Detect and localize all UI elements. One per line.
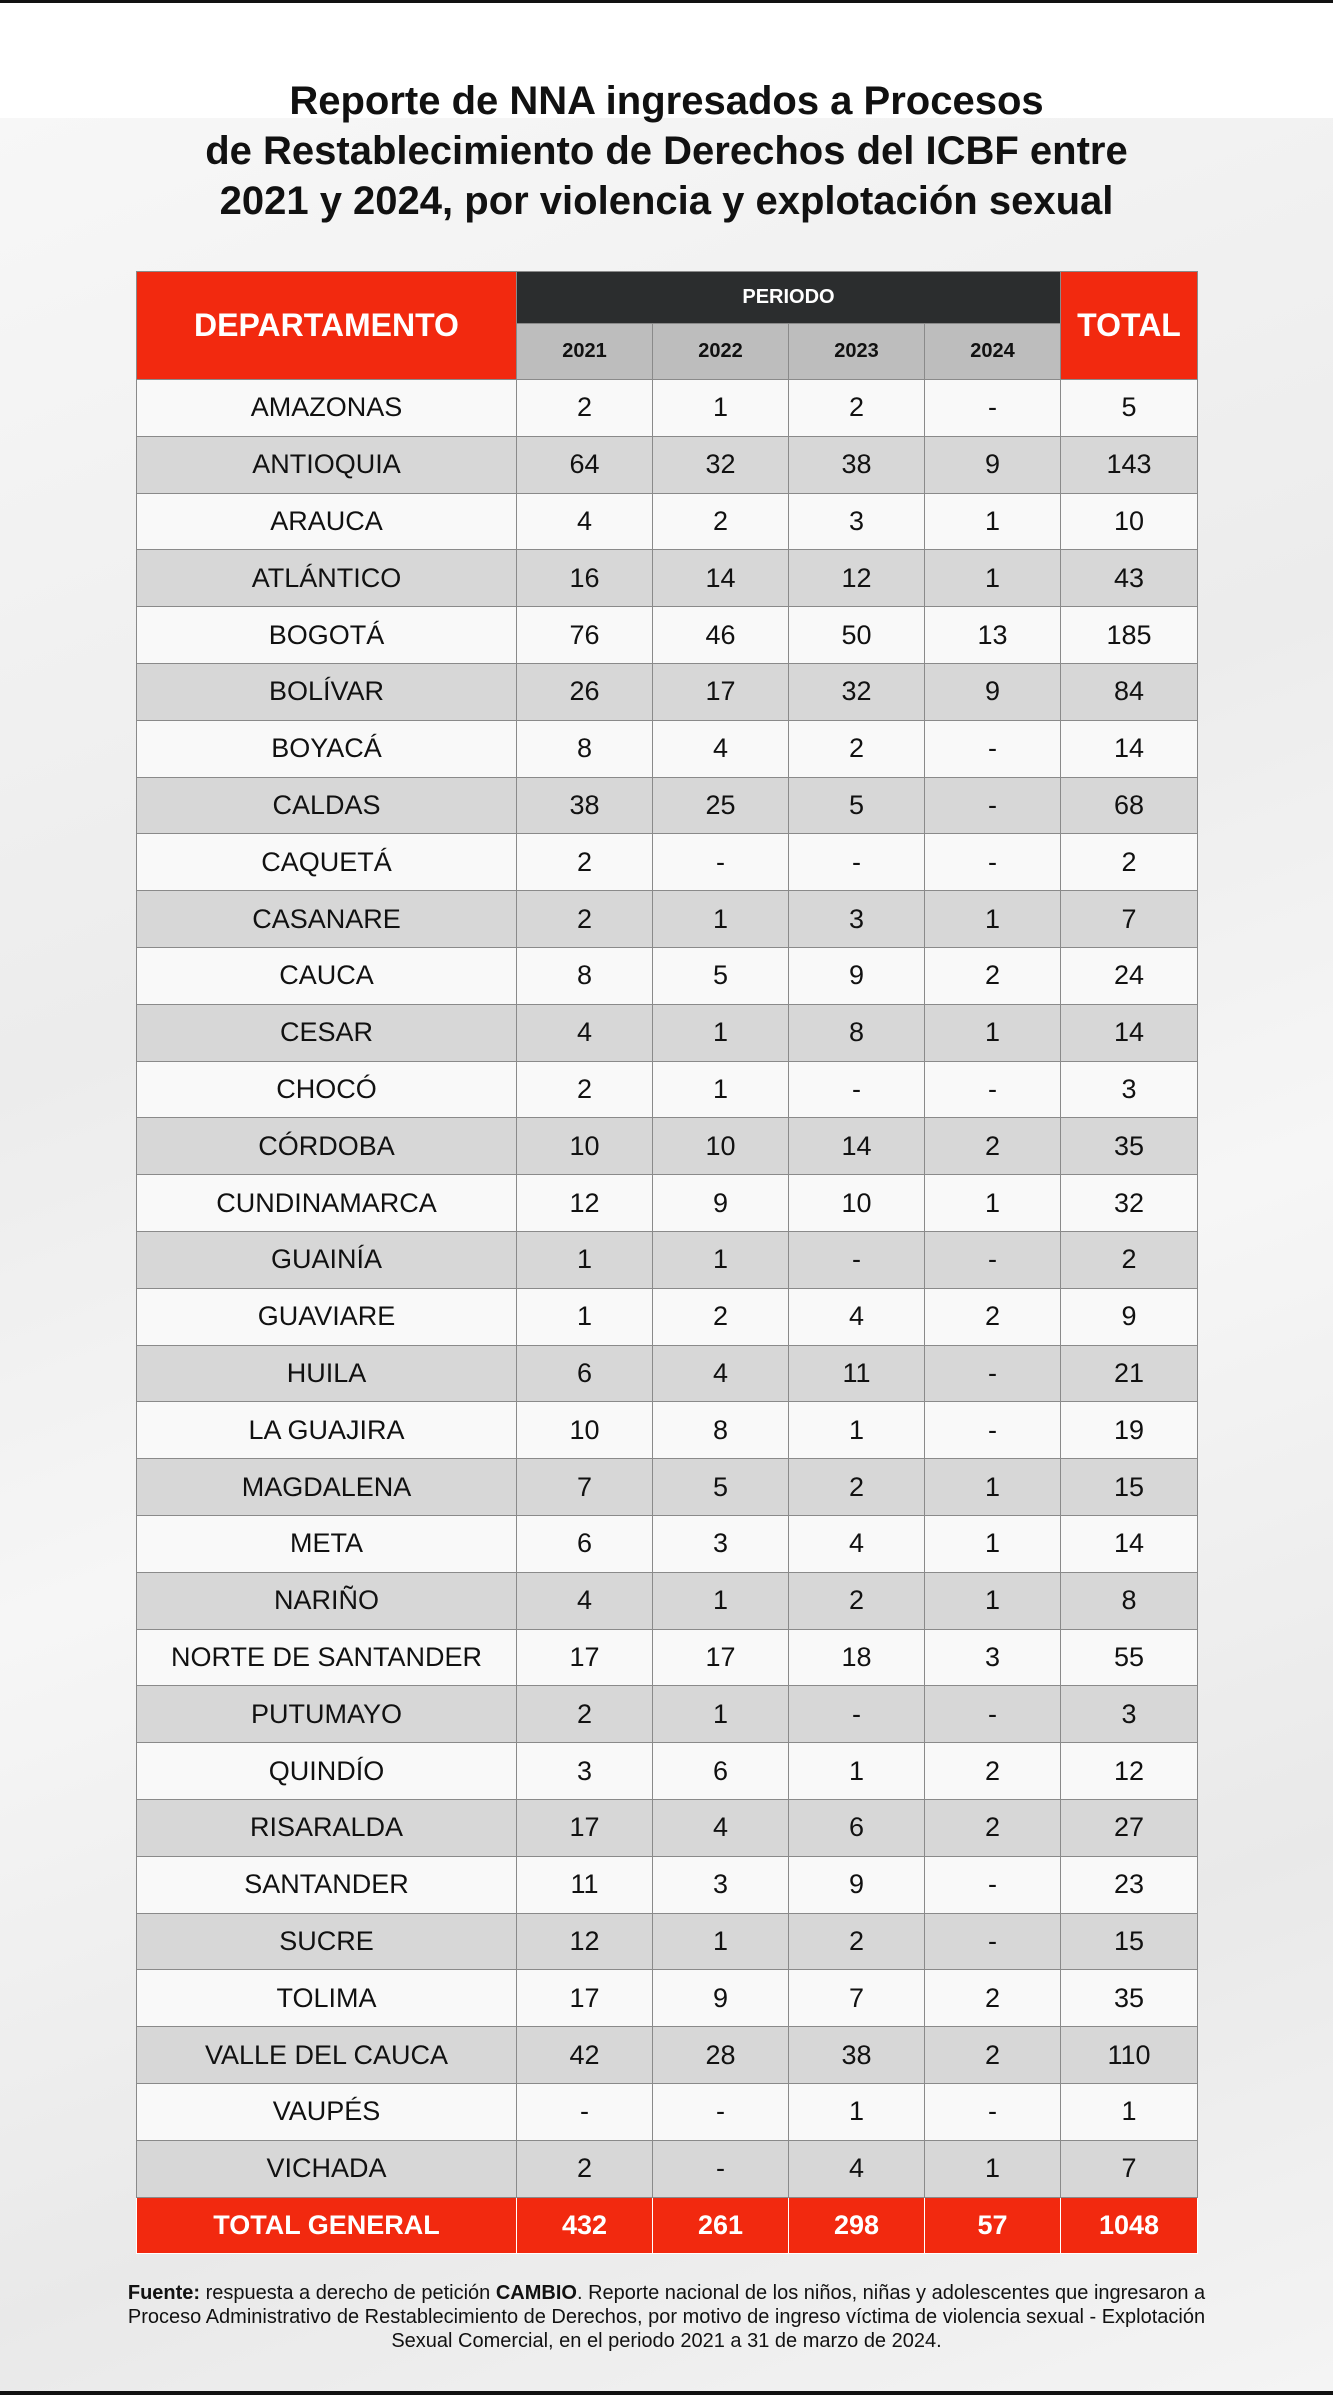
cell-2021: 3	[517, 1743, 653, 1800]
cell-2023: 2	[789, 1459, 925, 1516]
dept-cell: CHOCÓ	[137, 1061, 517, 1118]
cell-2024: -	[925, 720, 1061, 777]
cell-2023: 12	[789, 550, 925, 607]
dept-cell: BOGOTÁ	[137, 607, 517, 664]
table-row	[137, 1061, 1198, 1118]
cell-2023: 3	[789, 493, 925, 550]
cell-2024: 1	[925, 1004, 1061, 1061]
table-row	[137, 2027, 1198, 2084]
total-cell: 14	[1061, 720, 1198, 777]
table-row	[137, 2140, 1198, 2197]
cell-2023: 9	[789, 1856, 925, 1913]
dept-cell: GUAVIARE	[137, 1288, 517, 1345]
cell-2022: 8	[653, 1402, 789, 1459]
cell-2021: 7	[517, 1459, 653, 1516]
dept-cell: LA GUAJIRA	[137, 1402, 517, 1459]
dept-cell: ANTIOQUIA	[137, 436, 517, 493]
source-text-2: . Reporte nacional de los niños, niñas y adolescentes que ingresaron a Proceso Administrativo de Restablecimiento de Derechos, por motivo de ingreso víctima de violencia sexual - Explotación Sexual Comercial, en el periodo 2021 a 31 de marzo de 2024.	[127, 2282, 1206, 2352]
total-grand: 1048	[1061, 2197, 1198, 2253]
cell-2021: 1	[517, 1288, 653, 1345]
cell-2021: 2	[517, 1686, 653, 1743]
total-cell: 5	[1061, 380, 1198, 437]
total-cell: 43	[1061, 550, 1198, 607]
dept-cell: GUAINÍA	[137, 1231, 517, 1288]
cell-2023: 3	[789, 891, 925, 948]
cell-2024: 9	[925, 436, 1061, 493]
total-cell: 55	[1061, 1629, 1198, 1686]
total-2022: 261	[653, 2197, 789, 2253]
cell-2023: 11	[789, 1345, 925, 1402]
cell-2023: 7	[789, 1970, 925, 2027]
cell-2021: 12	[517, 1913, 653, 1970]
cell-2023: 10	[789, 1175, 925, 1232]
cell-2023: 4	[789, 1288, 925, 1345]
cell-2024: 1	[925, 550, 1061, 607]
cell-2022: 5	[653, 1459, 789, 1516]
cell-2024: -	[925, 1402, 1061, 1459]
dept-cell: AMAZONAS	[137, 380, 517, 437]
cell-2021: 1	[517, 1231, 653, 1288]
cell-2024: -	[925, 1231, 1061, 1288]
cell-2023: 4	[789, 2140, 925, 2197]
source-brand: CAMBIO	[495, 2282, 577, 2304]
total-cell: 27	[1061, 1799, 1198, 1856]
total-cell: 3	[1061, 1686, 1198, 1743]
table-row	[137, 1686, 1198, 1743]
cell-2024: 2	[925, 1118, 1061, 1175]
total-cell: 8	[1061, 1572, 1198, 1629]
dept-cell: QUINDÍO	[137, 1743, 517, 1800]
dept-cell: VALLE DEL CAUCA	[137, 2027, 517, 2084]
cell-2023: 14	[789, 1118, 925, 1175]
dept-cell: META	[137, 1515, 517, 1572]
table-row	[137, 720, 1198, 777]
table-row	[137, 1118, 1198, 1175]
table-row	[137, 436, 1198, 493]
cell-2022: 1	[653, 1004, 789, 1061]
dept-cell: CASANARE	[137, 891, 517, 948]
cell-2022: 1	[653, 380, 789, 437]
cell-2024: -	[925, 1061, 1061, 1118]
cell-2024: 2	[925, 1970, 1061, 2027]
cell-2022: 5	[653, 947, 789, 1004]
cell-2023: 1	[789, 2083, 925, 2140]
table-row	[137, 2083, 1198, 2140]
cell-2024: 1	[925, 1459, 1061, 1516]
cell-2021: 10	[517, 1402, 653, 1459]
total-cell: 14	[1061, 1004, 1198, 1061]
dept-cell: HUILA	[137, 1345, 517, 1402]
cell-2023: 6	[789, 1799, 925, 1856]
cell-2021: 42	[517, 2027, 653, 2084]
cell-2022: 3	[653, 1515, 789, 1572]
total-cell: 7	[1061, 2140, 1198, 2197]
cell-2024: -	[925, 1345, 1061, 1402]
table-row	[137, 1970, 1198, 2027]
cell-2022: 4	[653, 1799, 789, 1856]
cell-2022: 28	[653, 2027, 789, 2084]
dept-cell: VAUPÉS	[137, 2083, 517, 2140]
dept-cell: BOLÍVAR	[137, 663, 517, 720]
cell-2022: -	[653, 2140, 789, 2197]
table-row	[137, 380, 1198, 437]
cell-2024: 1	[925, 1515, 1061, 1572]
cell-2024: -	[925, 834, 1061, 891]
cell-2023: -	[789, 1231, 925, 1288]
table-row	[137, 1572, 1198, 1629]
total-cell: 2	[1061, 1231, 1198, 1288]
total-cell: 15	[1061, 1459, 1198, 1516]
dept-cell: NARIÑO	[137, 1572, 517, 1629]
title-line-1: Reporte de NNA ingresados a Procesos	[289, 79, 1044, 123]
cell-2023: 5	[789, 777, 925, 834]
total-2023: 298	[789, 2197, 925, 2253]
cell-2024: 2	[925, 947, 1061, 1004]
dept-cell: CAUCA	[137, 947, 517, 1004]
cell-2021: 2	[517, 2140, 653, 2197]
table-row	[137, 1629, 1198, 1686]
cell-2021: 4	[517, 1004, 653, 1061]
cell-2022: 10	[653, 1118, 789, 1175]
cell-2021: 6	[517, 1515, 653, 1572]
cell-2023: 38	[789, 436, 925, 493]
total-cell: 23	[1061, 1856, 1198, 1913]
table-row	[137, 1345, 1198, 1402]
source-text-1: respuesta a derecho de petición	[200, 2282, 496, 2304]
dept-cell: TOLIMA	[137, 1970, 517, 2027]
table-row	[137, 891, 1198, 948]
cell-2024: 2	[925, 1799, 1061, 1856]
total-general-label: TOTAL GENERAL	[137, 2197, 517, 2253]
total-cell: 3	[1061, 1061, 1198, 1118]
cell-2023: -	[789, 1686, 925, 1743]
dept-cell: SUCRE	[137, 1913, 517, 1970]
cell-2021: 8	[517, 947, 653, 1004]
year-header-2022: 2022	[653, 324, 789, 380]
cell-2022: 1	[653, 1913, 789, 1970]
year-header-2021: 2021	[517, 324, 653, 380]
source-note	[110, 2281, 1223, 2353]
cell-2021: 16	[517, 550, 653, 607]
table-body	[137, 380, 1198, 2198]
periodo-header: PERIODO	[517, 272, 1061, 324]
cell-2022: 25	[653, 777, 789, 834]
total-cell: 9	[1061, 1288, 1198, 1345]
cell-2024: 1	[925, 1572, 1061, 1629]
total-cell: 35	[1061, 1118, 1198, 1175]
cell-2023: -	[789, 834, 925, 891]
dept-cell: PUTUMAYO	[137, 1686, 517, 1743]
cell-2023: 1	[789, 1743, 925, 1800]
table-row	[137, 1856, 1198, 1913]
table-row	[137, 947, 1198, 1004]
total-cell: 185	[1061, 607, 1198, 664]
dept-cell: CUNDINAMARCA	[137, 1175, 517, 1232]
cell-2024: -	[925, 1856, 1061, 1913]
table-row	[137, 1743, 1198, 1800]
total-cell: 12	[1061, 1743, 1198, 1800]
table-row	[137, 663, 1198, 720]
cell-2024: 3	[925, 1629, 1061, 1686]
cell-2023: 8	[789, 1004, 925, 1061]
dept-cell: CALDAS	[137, 777, 517, 834]
table-row	[137, 1913, 1198, 1970]
cell-2024: -	[925, 1913, 1061, 1970]
cell-2021: 4	[517, 493, 653, 550]
year-header-2024: 2024	[925, 324, 1061, 380]
cell-2022: 1	[653, 1061, 789, 1118]
title-line-2: de Restablecimiento de Derechos del ICBF entre	[205, 129, 1128, 173]
cell-2022: 17	[653, 663, 789, 720]
cell-2022: 14	[653, 550, 789, 607]
cell-2022: 1	[653, 1231, 789, 1288]
cell-2024: -	[925, 2083, 1061, 2140]
dept-cell: MAGDALENA	[137, 1459, 517, 1516]
cell-2023: 38	[789, 2027, 925, 2084]
cell-2024: 2	[925, 1743, 1061, 1800]
cell-2021: 2	[517, 891, 653, 948]
total-cell: 24	[1061, 947, 1198, 1004]
cell-2022: 9	[653, 1970, 789, 2027]
cell-2021: 38	[517, 777, 653, 834]
cell-2022: 1	[653, 1572, 789, 1629]
dept-cell: NORTE DE SANTANDER	[137, 1629, 517, 1686]
cell-2021: 2	[517, 380, 653, 437]
cell-2024: 13	[925, 607, 1061, 664]
cell-2023: 9	[789, 947, 925, 1004]
dept-cell: RISARALDA	[137, 1799, 517, 1856]
cell-2023: 50	[789, 607, 925, 664]
cell-2023: 1	[789, 1402, 925, 1459]
total-cell: 32	[1061, 1175, 1198, 1232]
cell-2021: 2	[517, 834, 653, 891]
cell-2021: 2	[517, 1061, 653, 1118]
total-general-row	[137, 2197, 1198, 2253]
cell-2022: 9	[653, 1175, 789, 1232]
cell-2022: 1	[653, 891, 789, 948]
total-cell: 14	[1061, 1515, 1198, 1572]
cell-2023: 4	[789, 1515, 925, 1572]
dept-cell: ATLÁNTICO	[137, 550, 517, 607]
cell-2021: 26	[517, 663, 653, 720]
cell-2022: -	[653, 834, 789, 891]
total-cell: 1	[1061, 2083, 1198, 2140]
table-row	[137, 834, 1198, 891]
cell-2023: 2	[789, 720, 925, 777]
table-row	[137, 1515, 1198, 1572]
total-2024: 57	[925, 2197, 1061, 2253]
total-cell: 19	[1061, 1402, 1198, 1459]
table-row	[137, 1288, 1198, 1345]
dept-cell: CÓRDOBA	[137, 1118, 517, 1175]
source-label: Fuente:	[127, 2282, 201, 2304]
cell-2024: -	[925, 1686, 1061, 1743]
cell-2022: 1	[653, 1686, 789, 1743]
cell-2024: 2	[925, 2027, 1061, 2084]
cell-2023: 32	[789, 663, 925, 720]
cell-2024: 1	[925, 493, 1061, 550]
cell-2023: 2	[789, 1913, 925, 1970]
total-cell: 10	[1061, 493, 1198, 550]
total-2021: 432	[517, 2197, 653, 2253]
table-row	[137, 1402, 1198, 1459]
total-cell: 7	[1061, 891, 1198, 948]
cell-2022: 2	[653, 1288, 789, 1345]
cell-2021: 11	[517, 1856, 653, 1913]
cell-2021: 12	[517, 1175, 653, 1232]
cell-2021: 64	[517, 436, 653, 493]
total-cell: 84	[1061, 663, 1198, 720]
table-row	[137, 777, 1198, 834]
cell-2021: 17	[517, 1970, 653, 2027]
dept-cell: ARAUCA	[137, 493, 517, 550]
cell-2021: 4	[517, 1572, 653, 1629]
dept-cell: BOYACÁ	[137, 720, 517, 777]
dept-cell: SANTANDER	[137, 1856, 517, 1913]
cell-2022: 17	[653, 1629, 789, 1686]
cell-2021: 6	[517, 1345, 653, 1402]
cell-2023: -	[789, 1061, 925, 1118]
cell-2024: 2	[925, 1288, 1061, 1345]
departamento-header: DEPARTAMENTO	[137, 272, 517, 380]
total-cell: 15	[1061, 1913, 1198, 1970]
cell-2022: 2	[653, 493, 789, 550]
total-cell: 21	[1061, 1345, 1198, 1402]
year-header-2023: 2023	[789, 324, 925, 380]
total-cell: 143	[1061, 436, 1198, 493]
total-cell: 35	[1061, 1970, 1198, 2027]
cell-2023: 2	[789, 1572, 925, 1629]
cell-2021: 8	[517, 720, 653, 777]
cell-2021: 76	[517, 607, 653, 664]
total-cell: 2	[1061, 834, 1198, 891]
table-row	[137, 1175, 1198, 1232]
cell-2022: 4	[653, 1345, 789, 1402]
cell-2022: 6	[653, 1743, 789, 1800]
cell-2021: 17	[517, 1629, 653, 1686]
table-row	[137, 493, 1198, 550]
cell-2022: 3	[653, 1856, 789, 1913]
dept-cell: VICHADA	[137, 2140, 517, 2197]
cell-2023: 2	[789, 380, 925, 437]
title-line-3: 2021 y 2024, por violencia y explotación sexual	[219, 179, 1114, 223]
cell-2021: 10	[517, 1118, 653, 1175]
total-cell: 110	[1061, 2027, 1198, 2084]
page-title	[0, 76, 1333, 226]
table-row	[137, 1231, 1198, 1288]
table-row	[137, 1459, 1198, 1516]
cell-2024: 1	[925, 2140, 1061, 2197]
cell-2024: 9	[925, 663, 1061, 720]
cell-2022: 46	[653, 607, 789, 664]
cell-2024: -	[925, 380, 1061, 437]
report-table	[136, 271, 1198, 2254]
bottom-rule	[0, 2391, 1333, 2395]
table-row	[137, 607, 1198, 664]
cell-2022: -	[653, 2083, 789, 2140]
total-header: TOTAL	[1061, 272, 1198, 380]
table-row	[137, 550, 1198, 607]
cell-2022: 4	[653, 720, 789, 777]
table-row	[137, 1799, 1198, 1856]
cell-2022: 32	[653, 436, 789, 493]
table-row	[137, 1004, 1198, 1061]
cell-2021: 17	[517, 1799, 653, 1856]
cell-2023: 18	[789, 1629, 925, 1686]
total-cell: 68	[1061, 777, 1198, 834]
cell-2021: -	[517, 2083, 653, 2140]
dept-cell: CAQUETÁ	[137, 834, 517, 891]
cell-2024: -	[925, 777, 1061, 834]
dept-cell: CESAR	[137, 1004, 517, 1061]
cell-2024: 1	[925, 1175, 1061, 1232]
cell-2024: 1	[925, 891, 1061, 948]
